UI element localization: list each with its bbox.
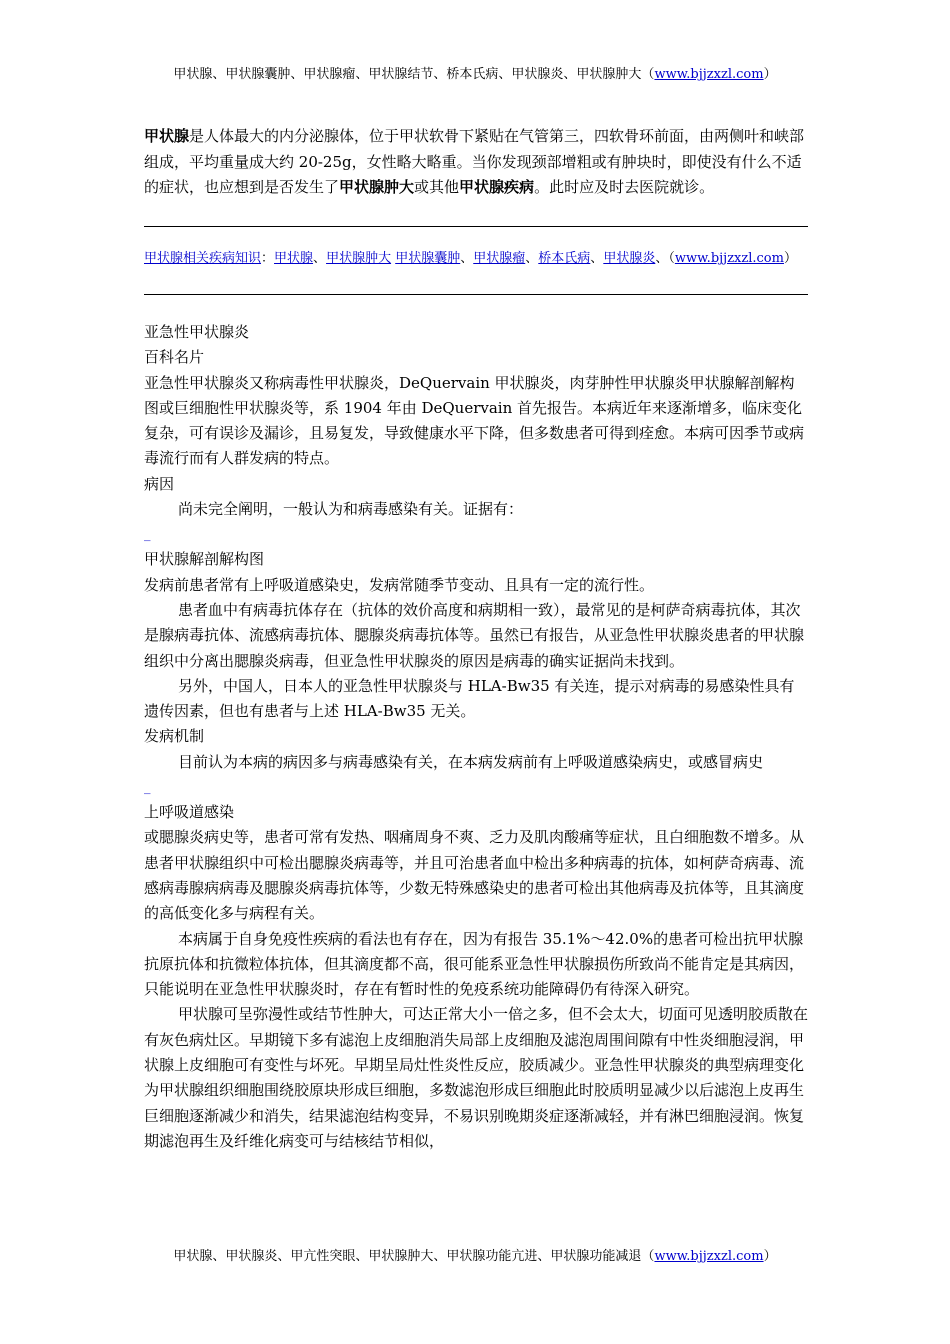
image-caption: 上呼吸道感染	[144, 803, 235, 822]
intro-bold-2: 甲状腺肿大	[339, 178, 415, 196]
footer-site-link[interactable]: www.bjjzxzl.com	[654, 1249, 764, 1264]
intro-paragraph	[144, 124, 808, 201]
related-close: ）	[783, 251, 797, 266]
section-heading-cause: 病因	[144, 474, 175, 493]
divider-bottom	[144, 294, 808, 295]
related-link-thyroid[interactable]: 甲状腺	[274, 251, 314, 266]
related-link-thyroiditis[interactable]: 甲状腺炎	[603, 251, 656, 266]
cause-paragraph-2: 发病前患者常有上呼吸道感染史，发病常随季节变动、且具有一定的流行性。	[144, 575, 655, 594]
intro-bold-1: 甲状腺	[144, 127, 190, 145]
article-title: 亚急性甲状腺炎	[144, 323, 250, 341]
related-sep: 、	[460, 251, 474, 266]
related-link-hashimoto[interactable]: 桥本氏病	[538, 251, 591, 266]
cause-paragraph: 尚未完全阐明，一般认为和病毒感染有关。证据有：	[178, 500, 524, 519]
related-link-tumor[interactable]: 甲状腺瘤	[473, 251, 526, 266]
cause-paragraph-4: 另外，中国人，日本人的亚急性甲状腺炎与 HLA-Bw35 有关连，提示对病毒的易感染性具有遗传因素，但也有患者与上述 HLA-Bw35 无关。	[144, 676, 795, 721]
cause-paragraph-3: 患者血中有病毒抗体存在（抗体的效价高度和病期相一致），最常见的是柯萨奇病毒抗体，其次是腺病毒抗体、流感病毒抗体、腮腺炎病毒抗体等。虽然已有报告，从亚急性甲状腺炎患者的甲状腺组织中分离出腮腺炎病毒，但亚急性甲状腺炎的原因是病毒的确实证据尚未找到。	[144, 600, 805, 670]
article-subtitle: 百科名片	[144, 348, 205, 367]
header-text: 甲状腺、甲状腺囊肿、甲状腺瘤、甲状腺结节、桥本氏病、甲状腺炎、甲状腺肿大（	[173, 67, 655, 82]
related-sep: 、（	[655, 251, 675, 266]
related-link-site[interactable]: www.bjjzxzl.com	[674, 251, 784, 266]
related-sep: 、	[525, 251, 539, 266]
image-placeholder-link[interactable]: _	[144, 527, 151, 543]
pathology-paragraph: 甲状腺可呈弥漫性或结节性肿大，可达正常大小一倍之多，但不会太大，切面可见透明胶质散在有灰色病灶区。早期镜下多有滤泡上皮细胞消失局部上皮细胞及滤泡周围间隙有中性炎细胞浸润，甲状腺上皮细胞可有变性与坏死。早期呈局灶性炎性反应，胶质减少。亚急性甲状腺炎的典型病理变化为甲状腺组织细胞围绕胶原块形成巨细胞，多数滤泡形成巨细胞此时胶质明显减少以后滤泡上皮再生巨细胞逐渐减少和消失，结果滤泡结构变异，不易识别晚期炎症逐渐减轻，并有淋巴细胞浸润。恢复期滤泡再生及纤维化病变可与结核结节相似，	[144, 1005, 809, 1150]
image-caption: 甲状腺解剖解构图	[144, 550, 265, 569]
intro-bold-3: 甲状腺疾病	[459, 178, 535, 196]
divider-top	[144, 226, 808, 227]
image-placeholder-link[interactable]: _	[144, 780, 151, 796]
page-header	[0, 66, 950, 84]
header-site-link[interactable]: www.bjjzxzl.com	[654, 67, 764, 82]
related-link-knowledge[interactable]: 甲状腺相关疾病知识	[144, 251, 262, 266]
related-colon: ：	[261, 251, 275, 266]
section-heading-mechanism: 发病机制	[144, 727, 205, 746]
mechanism-paragraph-3: 本病属于自身免疫性疾病的看法也有存在，因为有报告 35.1%～42.0%的患者可检出抗甲状腺抗原抗体和抗微粒体抗体，但其滴度都不高，很可能系亚急性甲状腺损伤所致尚不能肯定是其病因，只能说明在亚急性甲状腺炎时，存在有暂时性的免疫系统功能障碍仍有待深入研究。	[144, 929, 805, 999]
mechanism-paragraph-1: 目前认为本病的病因多与病毒感染有关，在本病发病前有上呼吸道感染病史，或感冒病史	[178, 752, 764, 771]
related-sep: 、	[590, 251, 604, 266]
intro-text-2: 或其他	[414, 178, 460, 196]
related-link-goiter[interactable]: 甲状腺肿大	[326, 251, 392, 266]
header-close: ）	[763, 67, 777, 82]
intro-text-1: 是人体最大的内分泌腺体，位于甲状软骨下紧贴在气管第三，四软骨环前面，由两侧叶和峡部组成，平均重量成大约 20-25g，女性略大略重。当你发现颈部增粗或有肿块时，即使没有什么不适的症状，也应想到是否发生了	[144, 127, 805, 196]
footer-text: 甲状腺、甲状腺炎、甲亢性突眼、甲状腺肿大、甲状腺功能亢进、甲状腺功能减退（	[173, 1249, 655, 1264]
footer-close: ）	[763, 1249, 777, 1264]
page-footer	[0, 1248, 950, 1266]
related-sep: 、	[313, 251, 327, 266]
article-intro: 亚急性甲状腺炎又称病毒性甲状腺炎，DeQuervain 甲状腺炎，肉芽肿性甲状腺炎甲状腺解剖解构图或巨细胞性甲状腺炎等，系 1904 年由 DeQuervain 首先报告。本病近年来逐渐增多，临床变化复杂，可有误诊及漏诊，且易复发，导致健康水平下降，但多数患者可得到痊愈。本病可因季节或病毒流行而有人群发病的特点。	[144, 373, 805, 468]
intro-text-3: 。此时应及时去医院就诊。	[534, 178, 715, 196]
mechanism-paragraph-2: 或腮腺炎病史等，患者可常有发热、咽痛周身不爽、乏力及肌肉酸痛等症状，且白细胞数不增多。从患者甲状腺组织中可检出腮腺炎病毒等，并且可治患者血中检出多种病毒的抗体，如柯萨奇病毒、流感病毒腺病病毒及腮腺炎病毒抗体等，少数无特殊感染史的患者可检出其他病毒及抗体等，且其滴度的高低变化多与病程有关。	[144, 828, 805, 923]
article-body	[144, 320, 808, 1154]
related-links-bar	[144, 250, 808, 268]
related-link-cyst[interactable]: 甲状腺囊肿	[395, 251, 461, 266]
